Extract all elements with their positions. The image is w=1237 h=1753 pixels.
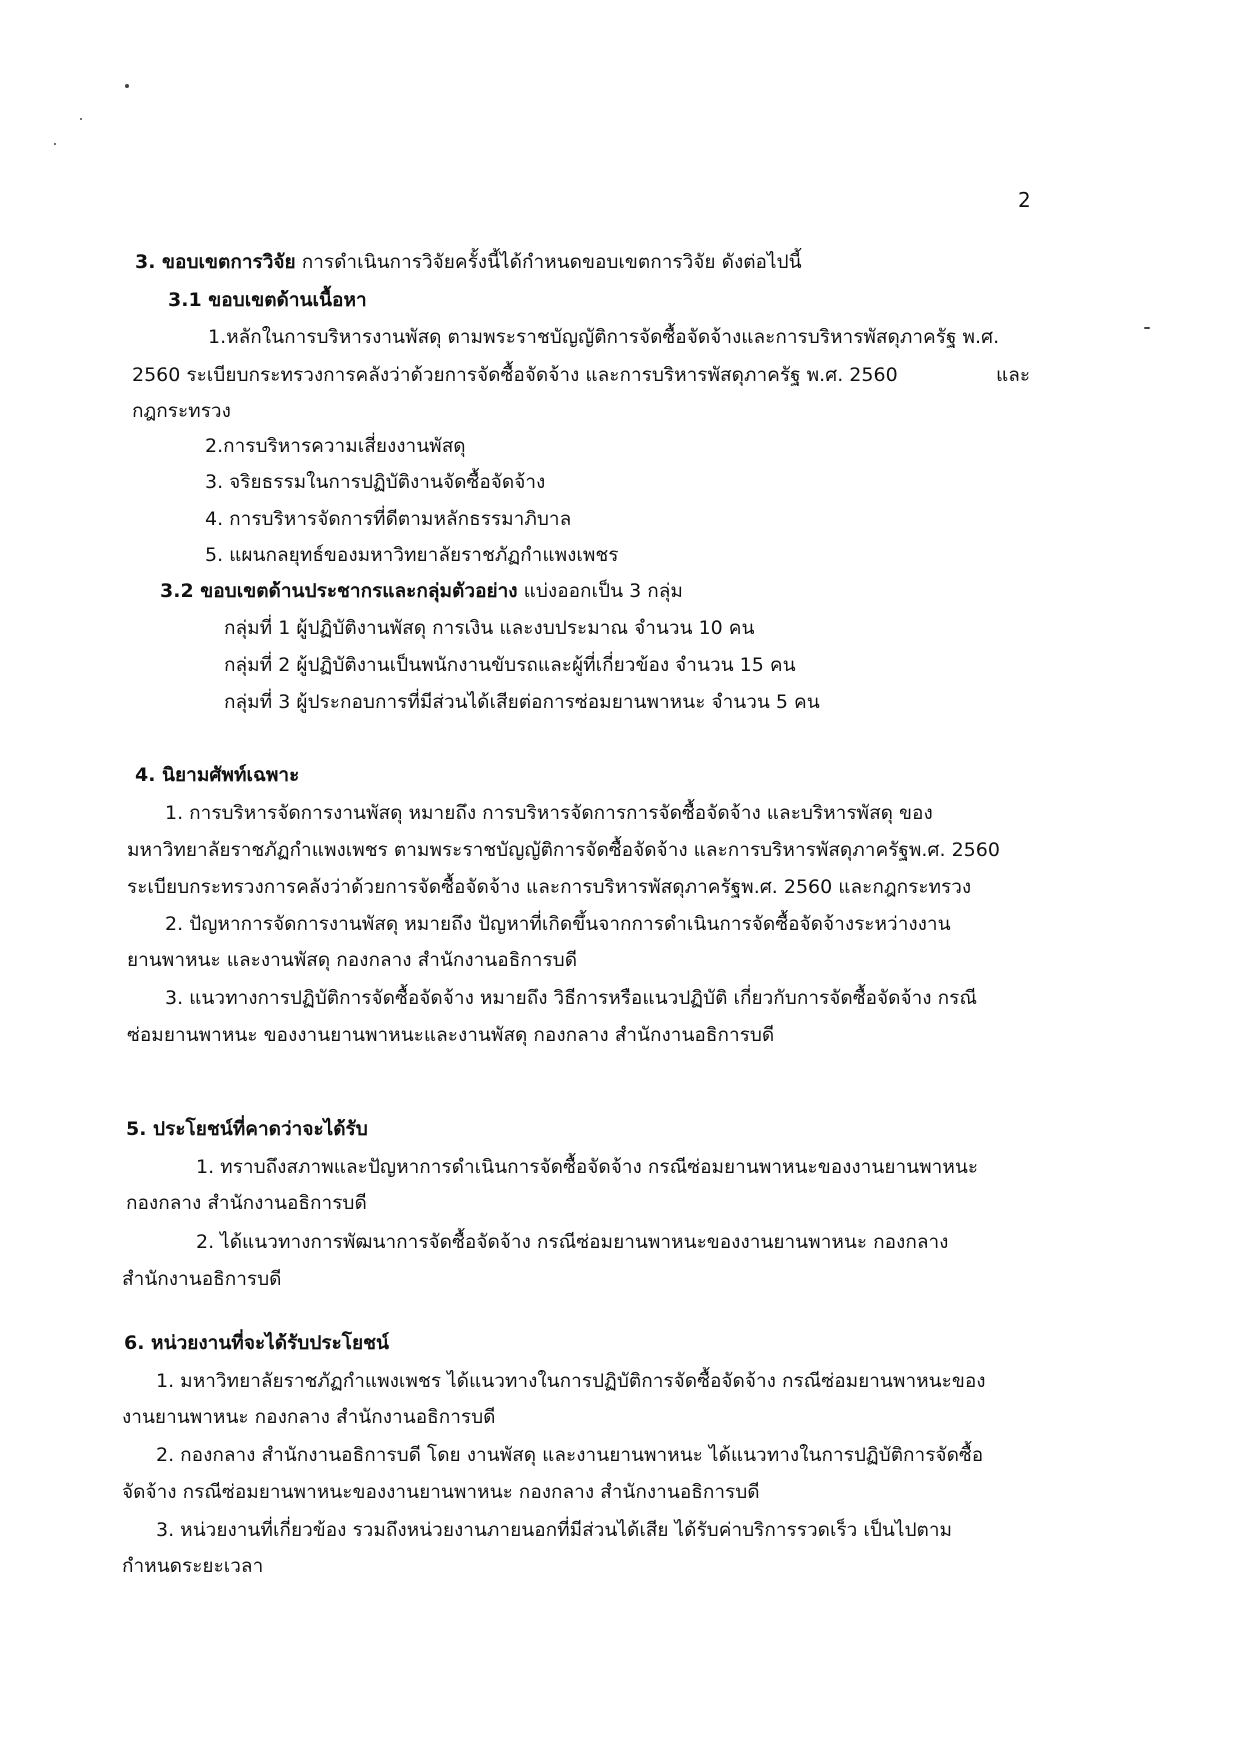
section-3-2-heading: 3.2 ขอบเขตด้านประชากรและกลุ่มตัวอย่าง xyxy=(160,580,518,602)
section-3-line xyxy=(135,249,802,275)
section-6-unit1-line2: งานยานพาหนะ กองกลาง สำนักงานอธิการบดี xyxy=(122,1406,496,1428)
section-4-def1-line2: มหาวิทยาลัยราชภัฏกำแพงเพชร ตามพระราชบัญญัติการจัดซื้อจัดจ้าง และการบริหารพัสดุภาครัฐพ.ศ. 2560 xyxy=(127,839,1000,861)
section-6-heading: 6. หน่วยงานที่จะได้รับประโยชน์ xyxy=(124,1332,390,1354)
section-6-unit2-line2: จัดจ้าง กรณีซ่อมยานพาหนะของงานยานพาหนะ กองกลาง สำนักงานอธิการบดี xyxy=(122,1481,760,1503)
section-6-unit3-line2: กำหนดระยะเวลา xyxy=(122,1555,264,1577)
section-6-unit1-line1: 1. มหาวิทยาลัยราชภัฏกำแพงเพชร ได้แนวทางในการปฏิบัติการจัดซื้อจัดจ้าง กรณีซ่อมยานพาหนะของ xyxy=(156,1370,986,1392)
page-number: 2 xyxy=(1018,188,1031,212)
section-3-1-item2: 2.การบริหารความเสี่ยงงานพัสดุ xyxy=(205,435,466,457)
section-4-def3-line1: 3. แนวทางการปฏิบัติการจัดซื้อจัดจ้าง หมายถึง วิธีการหรือแนวปฏิบัติ เกี่ยวกับการจัดซื้อจัดจ้าง กรณี xyxy=(165,987,977,1009)
section-4-def1-line1: 1. การบริหารจัดการงานพัสดุ หมายถึง การบริหารจัดการการจัดซื้อจัดจ้าง และบริหารพัสดุ ของ xyxy=(165,802,933,824)
section-6-unit2-line1: 2. กองกลาง สำนักงานอธิการบดี โดย งานพัสดุ และงานยานพาหนะ ได้แนวทางในการปฏิบัติการจัดซื้อ xyxy=(156,1444,984,1466)
section-3-1-item1-line1: 1.หลักในการบริหารงานพัสดุ ตามพระราชบัญญัติการจัดซื้อจัดจ้างและการบริหารพัสดุภาครัฐ พ.ศ. xyxy=(208,326,1000,348)
section-5-benefit1-line1: 1. ทราบถึงสภาพและปัญหาการดำเนินการจัดซื้อจัดจ้าง กรณีซ่อมยานพาหนะของงานยานพาหนะ xyxy=(196,1156,979,1178)
scan-speck xyxy=(80,118,82,120)
section-4-def3-line2: ซ่อมยานพาหนะ ของงานยานพาหนะและงานพัสดุ กองกลาง สำนักงานอธิการบดี xyxy=(127,1024,775,1046)
section-5-benefit2-line1: 2. ได้แนวทางการพัฒนาการจัดซื้อจัดจ้าง กรณีซ่อมยานพาหนะของงานยานพาหนะ กองกลาง xyxy=(196,1231,949,1253)
section-3-heading: 3. ขอบเขตการวิจัย xyxy=(135,251,296,273)
section-3-1-item4: 4. การบริหารจัดการที่ดีตามหลักธรรมาภิบาล xyxy=(205,508,572,530)
scan-speck xyxy=(54,143,56,145)
section-5-benefit1-line2: กองกลาง สำนักงานอธิการบดี xyxy=(126,1192,367,1214)
section-3-2-line xyxy=(160,578,683,604)
section-3-1-item3: 3. จริยธรรมในการปฏิบัติงานจัดซื้อจัดจ้าง xyxy=(205,471,546,493)
section-3-1-heading: 3.1 ขอบเขตด้านเนื้อหา xyxy=(168,289,367,311)
section-3-1-item5: 5. แผนกลยุทธ์ของมหาวิทยาลัยราชภัฏกำแพงเพชร xyxy=(205,544,619,566)
section-3-1-item1-line3: กฎกระทรวง xyxy=(132,400,231,422)
section-4-def1-line3: ระเบียบกระทรวงการคลังว่าด้วยการจัดซื้อจัดจ้าง และการบริหารพัสดุภาครัฐพ.ศ. 2560 และกฎกระทรวง xyxy=(127,876,972,898)
scan-speck xyxy=(125,84,129,88)
section-6-unit3-line1: 3. หน่วยงานที่เกี่ยวข้อง รวมถึงหน่วยงานภายนอกที่มีส่วนได้เสีย ได้รับค่าบริการรวดเร็ว เป็นไปตาม xyxy=(156,1519,953,1541)
scan-speck xyxy=(1144,327,1150,329)
section-4-heading: 4. นิยามศัพท์เฉพาะ xyxy=(135,764,300,786)
section-3-2-group3: กลุ่มที่ 3 ผู้ประกอบการที่มีส่วนได้เสียต่อการซ่อมยานพาหนะ จำนวน 5 คน xyxy=(224,691,820,713)
section-5-heading: 5. ประโยชน์ที่คาดว่าจะได้รับ xyxy=(126,1118,368,1140)
section-4-def2-line2: ยานพาหนะ และงานพัสดุ กองกลาง สำนักงานอธิการบดี xyxy=(127,949,578,971)
section-3-1-item1-line2-end: และ xyxy=(996,364,1031,386)
section-5-benefit2-line2: สำนักงานอธิการบดี xyxy=(122,1268,282,1290)
section-3-2-group1: กลุ่มที่ 1 ผู้ปฏิบัติงานพัสดุ การเงิน และงบประมาณ จำนวน 10 คน xyxy=(224,617,755,639)
section-3-intro: การดำเนินการวิจัยครั้งนี้ได้กำหนดขอบเขตการวิจัย ดังต่อไปนี้ xyxy=(301,251,802,273)
section-3-1-item1-line2: 2560 ระเบียบกระทรวงการคลังว่าด้วยการจัดซื้อจัดจ้าง และการบริหารพัสดุภาครัฐ พ.ศ. 2560 xyxy=(132,364,898,386)
section-3-2-group2: กลุ่มที่ 2 ผู้ปฏิบัติงานเป็นพนักงานขับรถและผู้ที่เกี่ยวข้อง จำนวน 15 คน xyxy=(224,654,796,676)
section-3-2-intro: แบ่งออกเป็น 3 กลุ่ม xyxy=(523,580,683,602)
section-4-def2-line1: 2. ปัญหาการจัดการงานพัสดุ หมายถึง ปัญหาที่เกิดขึ้นจากการดำเนินการจัดซื้อจัดจ้างระหว่างงาน xyxy=(165,913,951,935)
